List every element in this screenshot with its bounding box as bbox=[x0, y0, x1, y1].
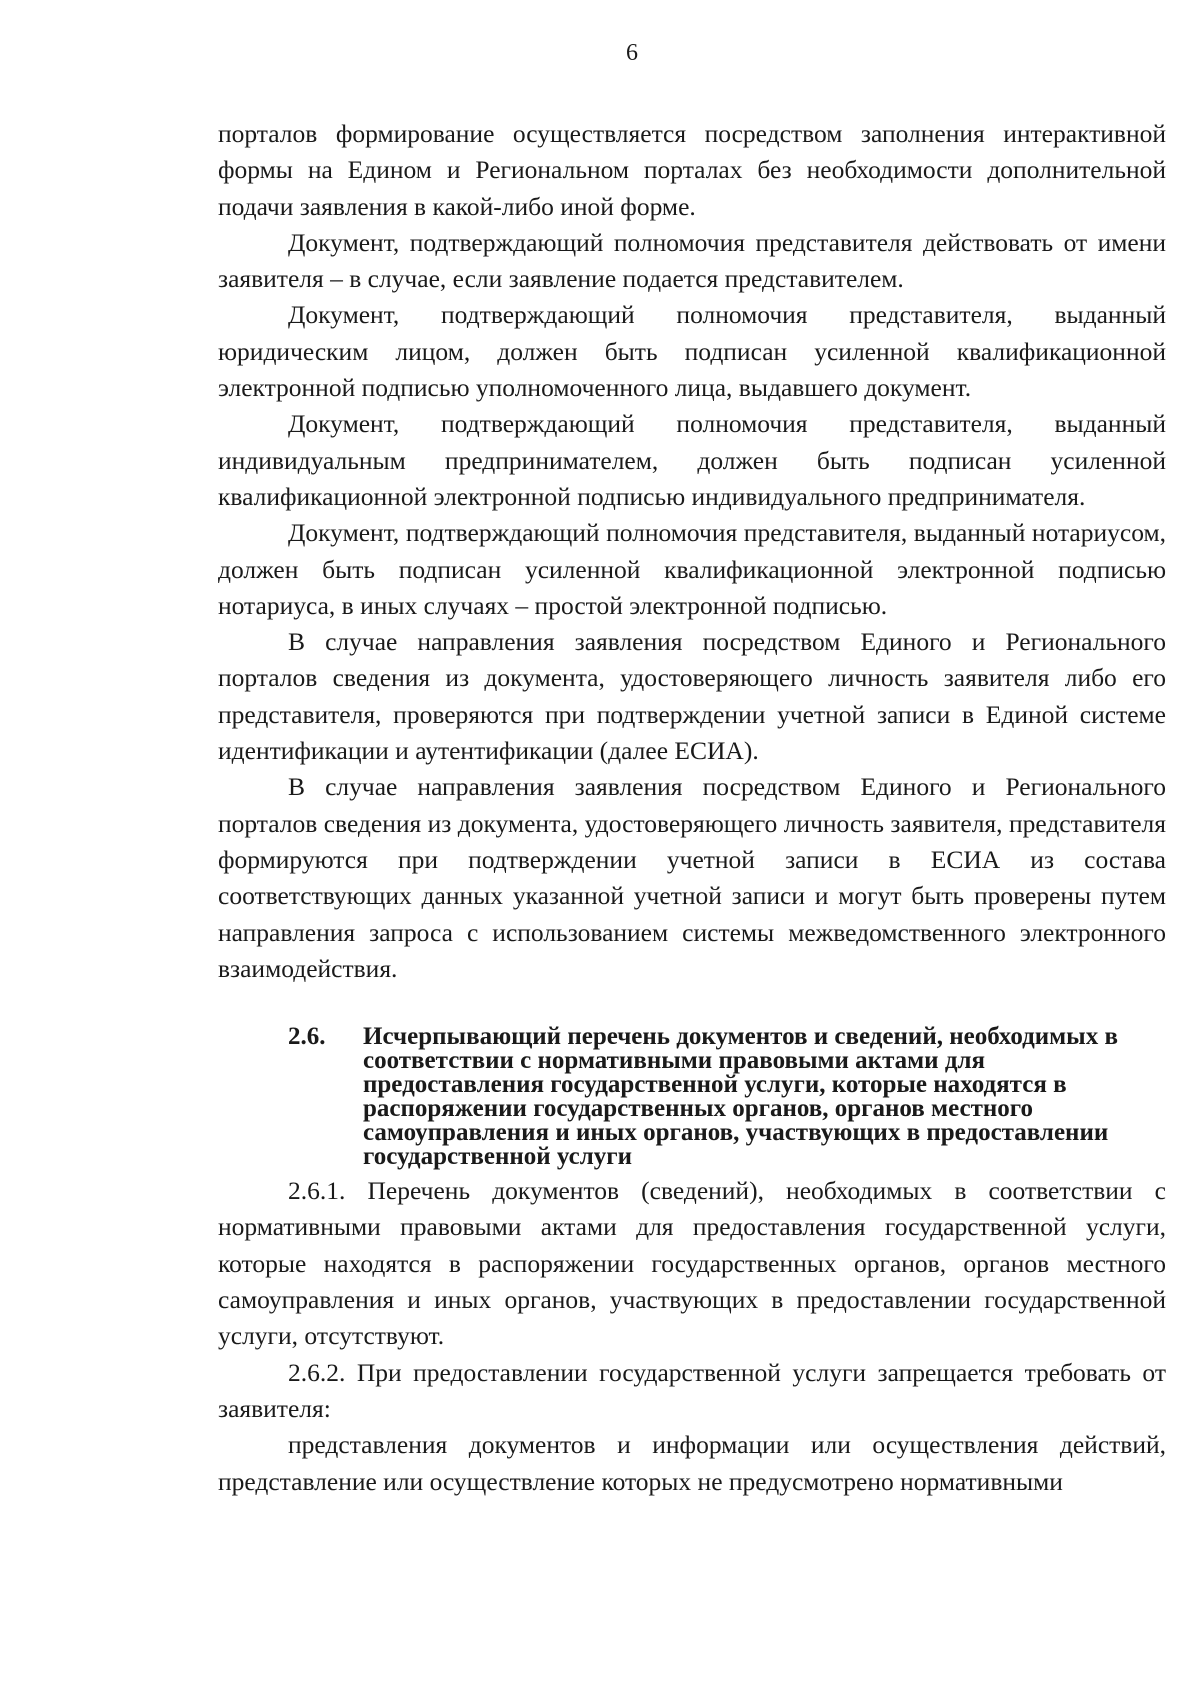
section-heading bbox=[218, 1025, 1166, 1169]
paragraph-esia-formation: В случае направления заявления посредством Единого и Регионального порталов сведения из документа, удостоверяющего личность заявителя, представителя формируются при подтверждении учетной записи в ЕСИА из состава соответствующих данных указанной учетной записи и могут быть проверены путем направления запроса с использованием системы межведомственного электронного взаимодействия. bbox=[218, 772, 1166, 983]
paragraph-representative-authority: Документ, подтверждающий полномочия представителя действовать от имени заявителя – в случае, если заявление подается представителем. bbox=[218, 227, 1166, 294]
paragraph-esia-verification: В случае направления заявления посредством Единого и Регионального порталов сведения из документа, удостоверяющего личность заявителя либо его представителя, проверяются при подтверждении учетной записи в Единой системе идентификации и аутентификации (далее ЕСИА). bbox=[218, 627, 1166, 766]
page-number: 6 bbox=[626, 40, 638, 66]
paragraph-2-6-2: 2.6.2. При предоставлении государственной услуги запрещается требовать от заявителя: bbox=[218, 1357, 1166, 1423]
paragraph-portals-form: порталов формирование осуществляется посредством заполнения интерактивной формы на Едином и Региональном порталах без необходимости дополнительной подачи заявления в какой-либо иной форме. bbox=[218, 119, 1166, 221]
section-title: Исчерпывающий перечень документов и сведений, необходимых в соответствии с нормативными правовыми актами для предоставления государственной услуги, которые находятся в распоряжении государственных органов, органов местного самоуправления и иных органов, участвующих в предоставлении государственной услуги bbox=[363, 1023, 1118, 1171]
section-number: 2.6. bbox=[288, 1023, 326, 1051]
paragraph-entrepreneur-signature: Документ, подтверждающий полномочия представителя, выданный индивидуальным предпринимателем, должен быть подписан усиленной квалификационной электронной подписью индивидуального предпринимателя. bbox=[218, 409, 1166, 511]
paragraph-legal-entity-signature: Документ, подтверждающий полномочия представителя, выданный юридическим лицом, должен быть подписан усиленной квалификационной электронной подписью уполномоченного лица, выдавшего документ. bbox=[218, 300, 1166, 403]
paragraph-notary-signature: Документ, подтверждающий полномочия представителя, выданный нотариусом, должен быть подписан усиленной квалификационной электронной подписью нотариуса, в иных случаях – простой электронной подписью. bbox=[218, 518, 1166, 620]
paragraph-prohibited-requirements: представления документов и информации или осуществления действий, представление или осуществление которых не предусмотрено нормативными bbox=[218, 1430, 1166, 1496]
paragraph-2-6-1: 2.6.1. Перечень документов (сведений), необходимых в соответствии с нормативными правовыми актами для предоставления государственной услуги, которые находятся в распоряжении государственных органов, органов местного самоуправления и иных органов, участвующих в предоставлении государственной услуги, отсутствуют. bbox=[218, 1176, 1166, 1351]
document-body bbox=[218, 116, 1166, 1500]
